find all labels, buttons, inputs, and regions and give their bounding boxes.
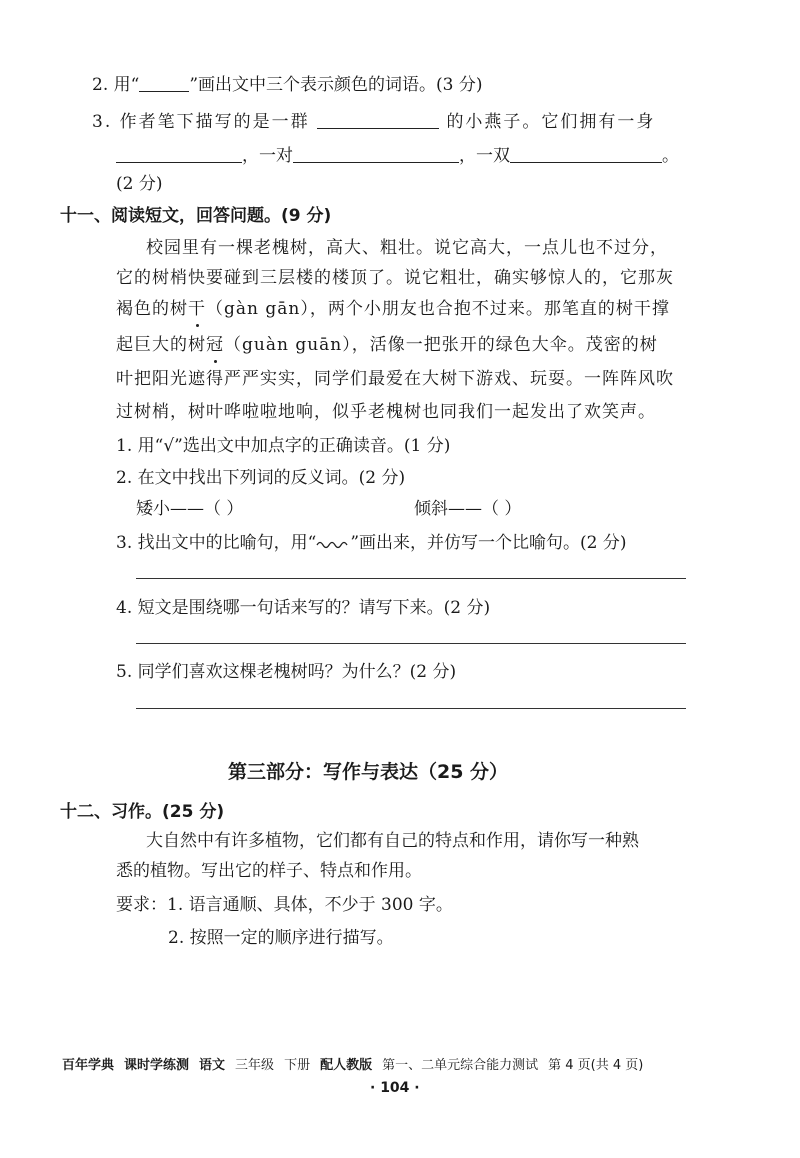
q11-sub3-pre: 3. 找出文中的比喻句，用“ — [116, 533, 317, 553]
q11-sub3 — [116, 531, 627, 555]
passage-line-4-pre: 起巨大的树 — [116, 335, 206, 355]
footer-brand: 百年学典 — [62, 1058, 115, 1073]
answer-line-3[interactable] — [136, 578, 686, 579]
answer-line-4[interactable] — [136, 643, 686, 644]
q11-sub3-post: ”画出来，并仿写一个比喻句。(2 分) — [350, 533, 627, 553]
q12-title: 十二、习作。(25 分) — [60, 802, 225, 822]
q10-item3-blank4[interactable] — [510, 144, 662, 163]
antonym-slant[interactable]: 倾斜——（ ） — [414, 499, 522, 519]
passage-line-3-pre: 褐色的树 — [116, 299, 188, 319]
passage-line-6: 过树梢，树叶哗啦啦地响，似乎老槐树也同我们一起发出了欢笑声。 — [116, 402, 656, 422]
footer-grade: 三年级 — [235, 1058, 275, 1073]
q12-prompt-line-1: 大自然中有许多植物，它们都有自己的特点和作用，请你写一种熟 — [146, 831, 639, 851]
part3-heading: 第三部分：写作与表达（25 分） — [228, 761, 509, 783]
q11-title: 十一、阅读短文，回答问题。(9 分) — [60, 206, 332, 226]
dotted-char-guan: 冠 — [206, 335, 224, 355]
q10-item3-text: 3. 作者笔下描写的是一群 — [92, 112, 310, 132]
q10-item2-blank[interactable] — [139, 73, 189, 92]
q10-item3-end: 。 — [662, 146, 679, 166]
q10-item2 — [92, 73, 483, 97]
footer-test-name: 第一、二单元综合能力测试 — [382, 1058, 539, 1073]
q12-prompt-line-2: 悉的植物。写出它的样子、特点和作用。 — [116, 861, 422, 881]
q12-requirement-1: 要求：1. 语言通顺、具体，不少于 300 字。 — [116, 895, 453, 915]
footer-volume: 下册 — [284, 1058, 311, 1073]
q11-sub1: 1. 用“√”选出文中加点字的正确读音。(1 分) — [116, 436, 451, 456]
answer-line-5[interactable] — [136, 708, 686, 709]
q10-item3-score: (2 分) — [116, 174, 163, 194]
q10-item2-text: 2. 用“ — [92, 75, 140, 95]
q10-item3-sep2: ，一双 — [459, 146, 510, 166]
q10-item3-sep1: ，一对 — [242, 146, 293, 166]
wavy-underline-icon — [316, 539, 350, 551]
q11-sub2: 2. 在文中找出下列词的反义词。(2 分) — [116, 468, 406, 488]
page-number: · 104 · — [370, 1080, 420, 1096]
q10-item3-text2: 的小燕子。它们拥有一身 — [446, 112, 656, 132]
q12-requirement-2: 2. 按照一定的顺序进行描写。 — [168, 928, 394, 948]
footer-page-info: 第 4 页(共 4 页) — [548, 1058, 644, 1073]
q10-item3-blank1[interactable] — [317, 110, 439, 129]
dotted-char-gan: 干 — [188, 299, 206, 319]
q10-item2-text-end: ”画出文中三个表示颜色的词语。(3 分) — [189, 75, 483, 95]
passage-line-4 — [116, 333, 658, 357]
passage-line-2: 它的树梢快要碰到三层楼的楼顶了。说它粗壮，确实够惊人的，它那灰 — [116, 268, 674, 288]
passage-line-3-post: （gàn gān），两个小朋友也合抱不过来。那笔直的树干撑 — [206, 299, 670, 319]
footer — [62, 1054, 653, 1073]
passage-line-4-post: （guàn guān），活像一把张开的绿色大伞。茂密的树 — [224, 335, 658, 355]
q10-item3-blank2[interactable] — [116, 144, 242, 163]
passage-line-3 — [116, 297, 670, 321]
q10-item3-line2 — [116, 144, 679, 168]
q10-item3-blank3[interactable] — [293, 144, 459, 163]
passage-line-1: 校园里有一棵老槐树，高大、粗壮。说它高大，一点儿也不过分， — [146, 238, 668, 258]
q11-sub5: 5. 同学们喜欢这棵老槐树吗？为什么？(2 分) — [116, 662, 457, 682]
q11-sub4: 4. 短文是围绕哪一句话来写的？请写下来。(2 分) — [116, 598, 491, 618]
q10-item3 — [92, 110, 655, 134]
antonym-short[interactable]: 矮小——（ ） — [136, 499, 244, 519]
footer-series: 课时学练测 — [124, 1058, 190, 1073]
passage-line-5: 叶把阳光遮得严严实实，同学们最爱在大树下游戏、玩耍。一阵阵风吹 — [116, 369, 674, 389]
footer-edition: 配人教版 — [320, 1058, 373, 1073]
footer-subject: 语文 — [199, 1058, 226, 1073]
